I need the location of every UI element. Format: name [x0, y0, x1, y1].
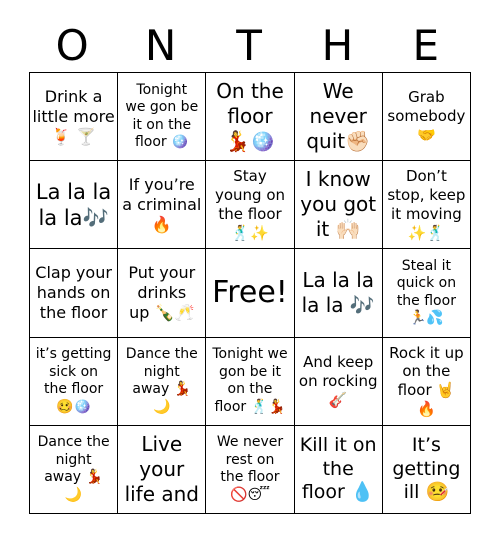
bingo-cell[interactable]: [295, 426, 383, 514]
cell-text: It’s getting ill 🤒: [392, 433, 461, 504]
cell-text: Steal it quick on the floor 🏃💦: [396, 257, 457, 327]
cell-text: Tonight we gon be it on the floor 🪩: [125, 81, 199, 151]
bingo-cell[interactable]: [206, 161, 294, 249]
cell-text: And keep on rocking 🎸: [298, 353, 378, 409]
bingo-grid: [29, 72, 471, 514]
cell-text: Put your drinks up 🍾🥂: [128, 262, 196, 322]
cell-text: Drink a little more 🍹 🍸: [32, 86, 115, 146]
bingo-cell[interactable]: [295, 73, 383, 161]
cell-text: Tonight we gon be it on the floor 🕺💃: [212, 346, 288, 415]
cell-text: Stay young on the floor 🕺✨: [214, 167, 286, 242]
bingo-cell[interactable]: [30, 161, 118, 249]
cell-text: We never rest on the floor 🚫😴: [216, 434, 284, 503]
header-letter: E: [412, 21, 442, 70]
bingo-cell[interactable]: [30, 249, 118, 337]
header-letter: H: [321, 21, 356, 70]
cell-text: We never quit✊🏻: [306, 79, 371, 154]
bingo-cell[interactable]: [295, 161, 383, 249]
bingo-cell[interactable]: [118, 338, 206, 426]
header-letter: N: [144, 21, 179, 70]
bingo-cell[interactable]: [118, 161, 206, 249]
bingo-cell[interactable]: [30, 426, 118, 514]
cell-text: Kill it on the floor 💧: [299, 433, 377, 504]
bingo-cell[interactable]: [295, 338, 383, 426]
header-letter: O: [55, 21, 91, 70]
bingo-cell[interactable]: [383, 426, 471, 514]
bingo-cell[interactable]: [295, 249, 383, 337]
cell-text: On the floor 💃🪩: [216, 79, 284, 154]
cell-text: La la la la la🎶: [35, 179, 112, 230]
bingo-cell[interactable]: [383, 73, 471, 161]
bingo-cell[interactable]: [383, 249, 471, 337]
bingo-cell[interactable]: [206, 426, 294, 514]
bingo-cell[interactable]: [118, 73, 206, 161]
cell-text: it’s getting sick on the floor 🥴🪩: [35, 346, 112, 415]
cell-text: Dance the night away 💃 🌙: [125, 346, 198, 415]
free-cell[interactable]: [206, 249, 294, 337]
bingo-cell[interactable]: [383, 161, 471, 249]
bingo-cell[interactable]: [383, 338, 471, 426]
cell-text: Clap your hands on the floor: [35, 262, 112, 322]
bingo-cell[interactable]: [30, 73, 118, 161]
cell-text: Rock it up on the floor 🤘 🔥: [389, 343, 464, 418]
cell-text: La la la la la 🎶: [301, 267, 375, 317]
cell-text: Don’t stop, keep it moving ✨🕺: [387, 167, 466, 242]
bingo-header: [29, 18, 471, 74]
free-space-label: Free!: [212, 275, 288, 311]
cell-text: I know you got it 🙌🏻: [300, 167, 377, 242]
cell-text: Dance the night away 💃 🌙: [37, 434, 110, 503]
cell-text: Live your life and: [124, 431, 200, 506]
header-letter: T: [236, 21, 264, 70]
bingo-cell[interactable]: [206, 338, 294, 426]
bingo-cell[interactable]: [206, 73, 294, 161]
bingo-cell[interactable]: [118, 249, 206, 337]
cell-text: If you’re a criminal 🔥: [122, 174, 202, 234]
bingo-cell[interactable]: [30, 338, 118, 426]
bingo-cell[interactable]: [118, 426, 206, 514]
cell-text: Grab somebody 🤝: [387, 88, 466, 144]
